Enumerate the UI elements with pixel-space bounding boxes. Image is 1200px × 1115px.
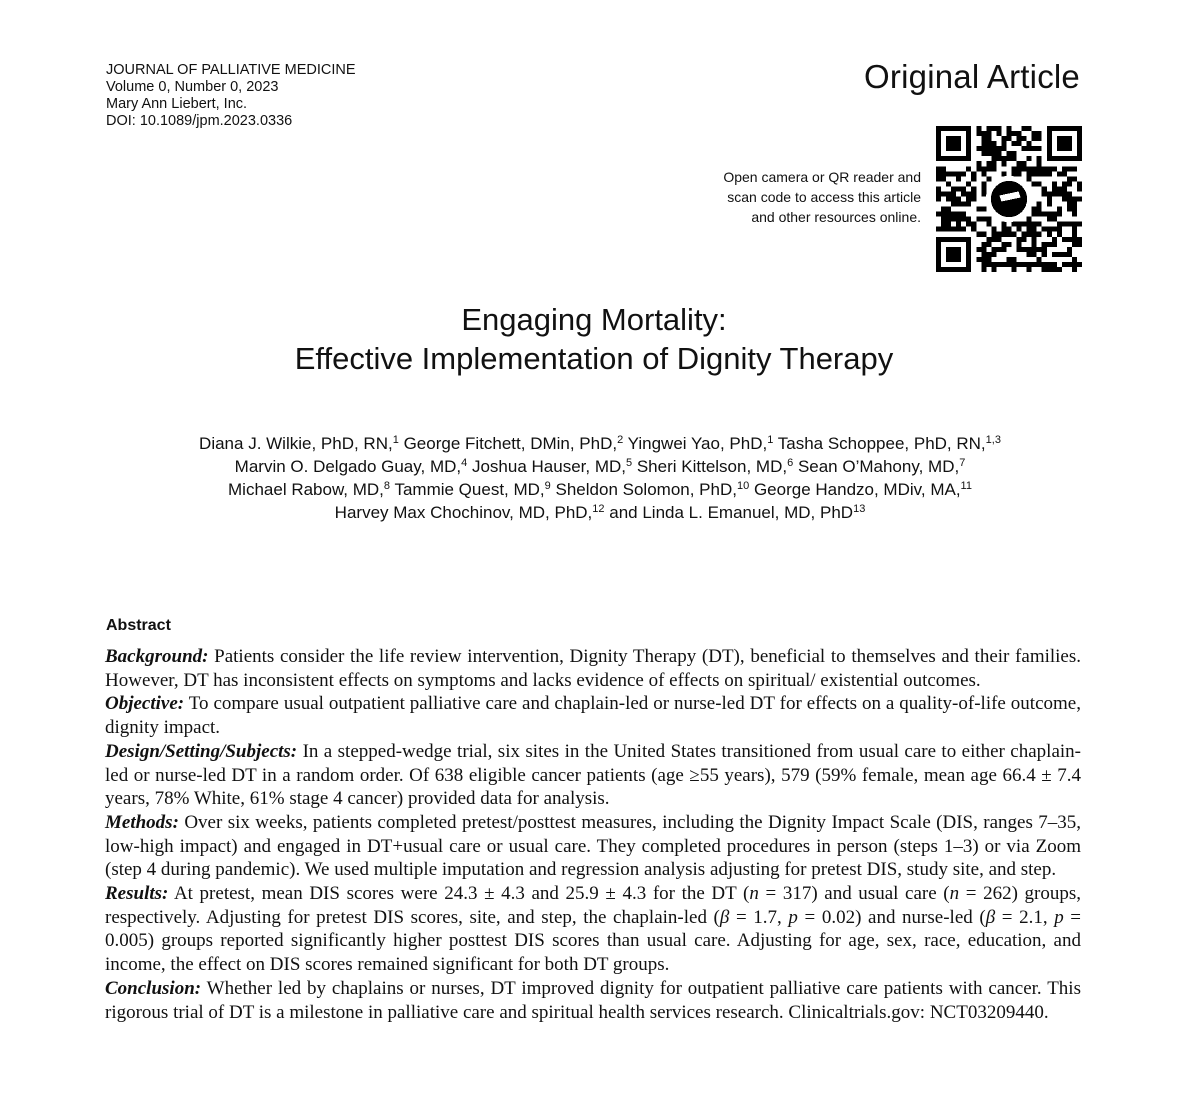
results-text: = 0.005) groups reported significantly higher posttest DIS scores than usual care. Adjusting for age, sex, race, education, and income, the effect on DIS scores remained significant for both DT groups. — [105, 906, 1082, 976]
background-label: Background: — [105, 646, 209, 667]
author-affiliation: 8 — [383, 480, 391, 492]
author-name: Sheldon Solomon, PhD, — [555, 480, 737, 499]
author-name: Tasha Schoppee, PhD, RN, — [777, 434, 986, 453]
journal-doi[interactable]: DOI: 10.1089/jpm.2023.0336 — [106, 113, 293, 129]
author-affiliation: 10 — [736, 480, 750, 492]
author-line-3 — [0, 478, 1200, 501]
methods-label: Methods: — [105, 811, 179, 833]
journal-volume: Volume 0, Number 0, 2023 — [106, 79, 279, 95]
qr-instructions — [661, 167, 921, 227]
qr-note-line-3: and other resources online. — [751, 209, 921, 225]
results-text: = 0.02) and nurse-led ( — [797, 906, 986, 928]
qr-note-line-1: Open camera or QR reader and — [723, 169, 921, 185]
results-label: Results: — [105, 883, 169, 905]
author-name: Harvey Max Chochinov, MD, PhD, — [334, 503, 593, 522]
abstract-conclusion — [105, 977, 1081, 1024]
qr-code-icon[interactable] — [936, 126, 1082, 272]
results-beta: β — [719, 906, 730, 928]
results-text: = 2.1, — [995, 906, 1055, 928]
author-list — [0, 432, 1200, 524]
abstract-results — [105, 882, 1081, 977]
abstract-objective — [105, 692, 1081, 739]
title-line-2: Effective Implementation of Dignity Therapy — [294, 341, 894, 376]
author-affiliation: 1 — [767, 434, 774, 446]
abstract-heading: Abstract — [106, 617, 171, 634]
abstract-design — [105, 740, 1081, 811]
results-text: At pretest, mean DIS scores were 24.3 ± 4.3 and 25.9 ± 4.3 for the DT ( — [173, 883, 750, 905]
title-line-1: Engaging Mortality: — [461, 302, 727, 337]
author-affiliation: 12 — [592, 503, 605, 515]
author-name: and Linda L. Emanuel, MD, PhD — [609, 503, 854, 522]
author-name: Sheri Kittelson, MD, — [636, 457, 788, 476]
author-affiliation: 1 — [392, 434, 399, 446]
author-line-1 — [0, 432, 1200, 455]
author-line-4 — [0, 501, 1200, 524]
author-name: George Fitchett, DMin, PhD, — [403, 434, 618, 453]
results-text: = 262) groups, respectively. Adjusting for pretest DIS scores, site, and step, the chaplain-led ( — [105, 883, 1081, 928]
results-text: = 1.7, — [729, 906, 789, 928]
author-affiliation: 9 — [544, 480, 551, 492]
abstract-methods — [105, 811, 1081, 882]
conclusion-label: Conclusion: — [105, 977, 202, 999]
article-title — [0, 300, 1188, 378]
author-name: Tammie Quest, MD, — [394, 480, 545, 499]
author-affiliation: 13 — [853, 503, 866, 515]
qr-note-line-2: scan code to access this article — [727, 189, 921, 205]
author-name: Michael Rabow, MD, — [228, 480, 384, 499]
author-affiliation: 2 — [617, 434, 624, 446]
author-affiliation: 4 — [461, 457, 468, 469]
author-name: Yingwei Yao, PhD, — [627, 434, 768, 453]
article-type: Original Article — [864, 58, 1080, 95]
results-n: n — [949, 883, 960, 905]
results-p: p — [788, 906, 798, 928]
author-name: George Handzo, MDiv, MA, — [753, 480, 961, 499]
objective-text: To compare usual outpatient palliative care and chaplain-led or nurse-led DT for effects on a quality-of-life outcome, dignity impact. — [105, 693, 1081, 739]
results-text: = 317) and usual care ( — [758, 883, 950, 905]
author-affiliation: 6 — [787, 457, 794, 469]
abstract-body — [105, 645, 1081, 1024]
author-affiliation: 1,3 — [985, 434, 1001, 446]
design-text: In a stepped-wedge trial, six sites in the United States transitioned from usual care to either chaplain-led or nurse-led DT in a random order. Of 638 eligible cancer patients (age ≥55 years), 579 (59% female, mean age 66.4 ± 7.4 years, 78% White, 61% stage 4 cancer) provided data for analysis. — [105, 740, 1081, 810]
journal-name: JOURNAL OF PALLIATIVE MEDICINE — [106, 62, 356, 78]
author-affiliation: 5 — [625, 457, 633, 469]
author-line-2 — [0, 455, 1200, 478]
conclusion-text: Whether led by chaplains or nurses, DT improved dignity for outpatient palliative care patients with cancer. This rigorous trial of DT is a milestone in palliative care and spiritual health services research. Clinicaltrials.gov: NCT03209440. — [105, 977, 1081, 1023]
results-n: n — [749, 883, 759, 905]
author-affiliation: 7 — [959, 457, 966, 469]
author-name: Joshua Hauser, MD, — [471, 457, 626, 476]
author-name: Diana J. Wilkie, PhD, RN, — [199, 434, 393, 453]
journal-info — [106, 62, 356, 130]
results-p: p — [1054, 906, 1064, 928]
author-name: Marvin O. Delgado Guay, MD, — [234, 457, 462, 476]
background-text: Patients consider the life review intervention, Dignity Therapy (DT), beneficial to themselves and their families. However, DT has inconsistent effects on symptoms and lacks evidence of effects on spiritual/ existential outcomes. — [105, 646, 1082, 691]
methods-text: Over six weeks, patients completed pretest/posttest measures, including the Dignity Impact Scale (DIS, ranges 7–35, low-high impact) and engaged in DT+usual care or usual care. They completed procedures in person (steps 1–3) or via Zoom (step 4 during pandemic). We used multiple imputation and regression analysis adjusting for pretest DIS, study site, and step. — [105, 811, 1081, 881]
results-beta: β — [985, 906, 996, 928]
abstract-background — [105, 645, 1081, 692]
design-label: Design/Setting/Subjects: — [105, 740, 298, 762]
objective-label: Objective: — [105, 693, 185, 715]
author-affiliation: 11 — [960, 480, 972, 492]
author-name: Sean O’Mahony, MD, — [797, 457, 960, 476]
journal-publisher: Mary Ann Liebert, Inc. — [106, 96, 248, 112]
